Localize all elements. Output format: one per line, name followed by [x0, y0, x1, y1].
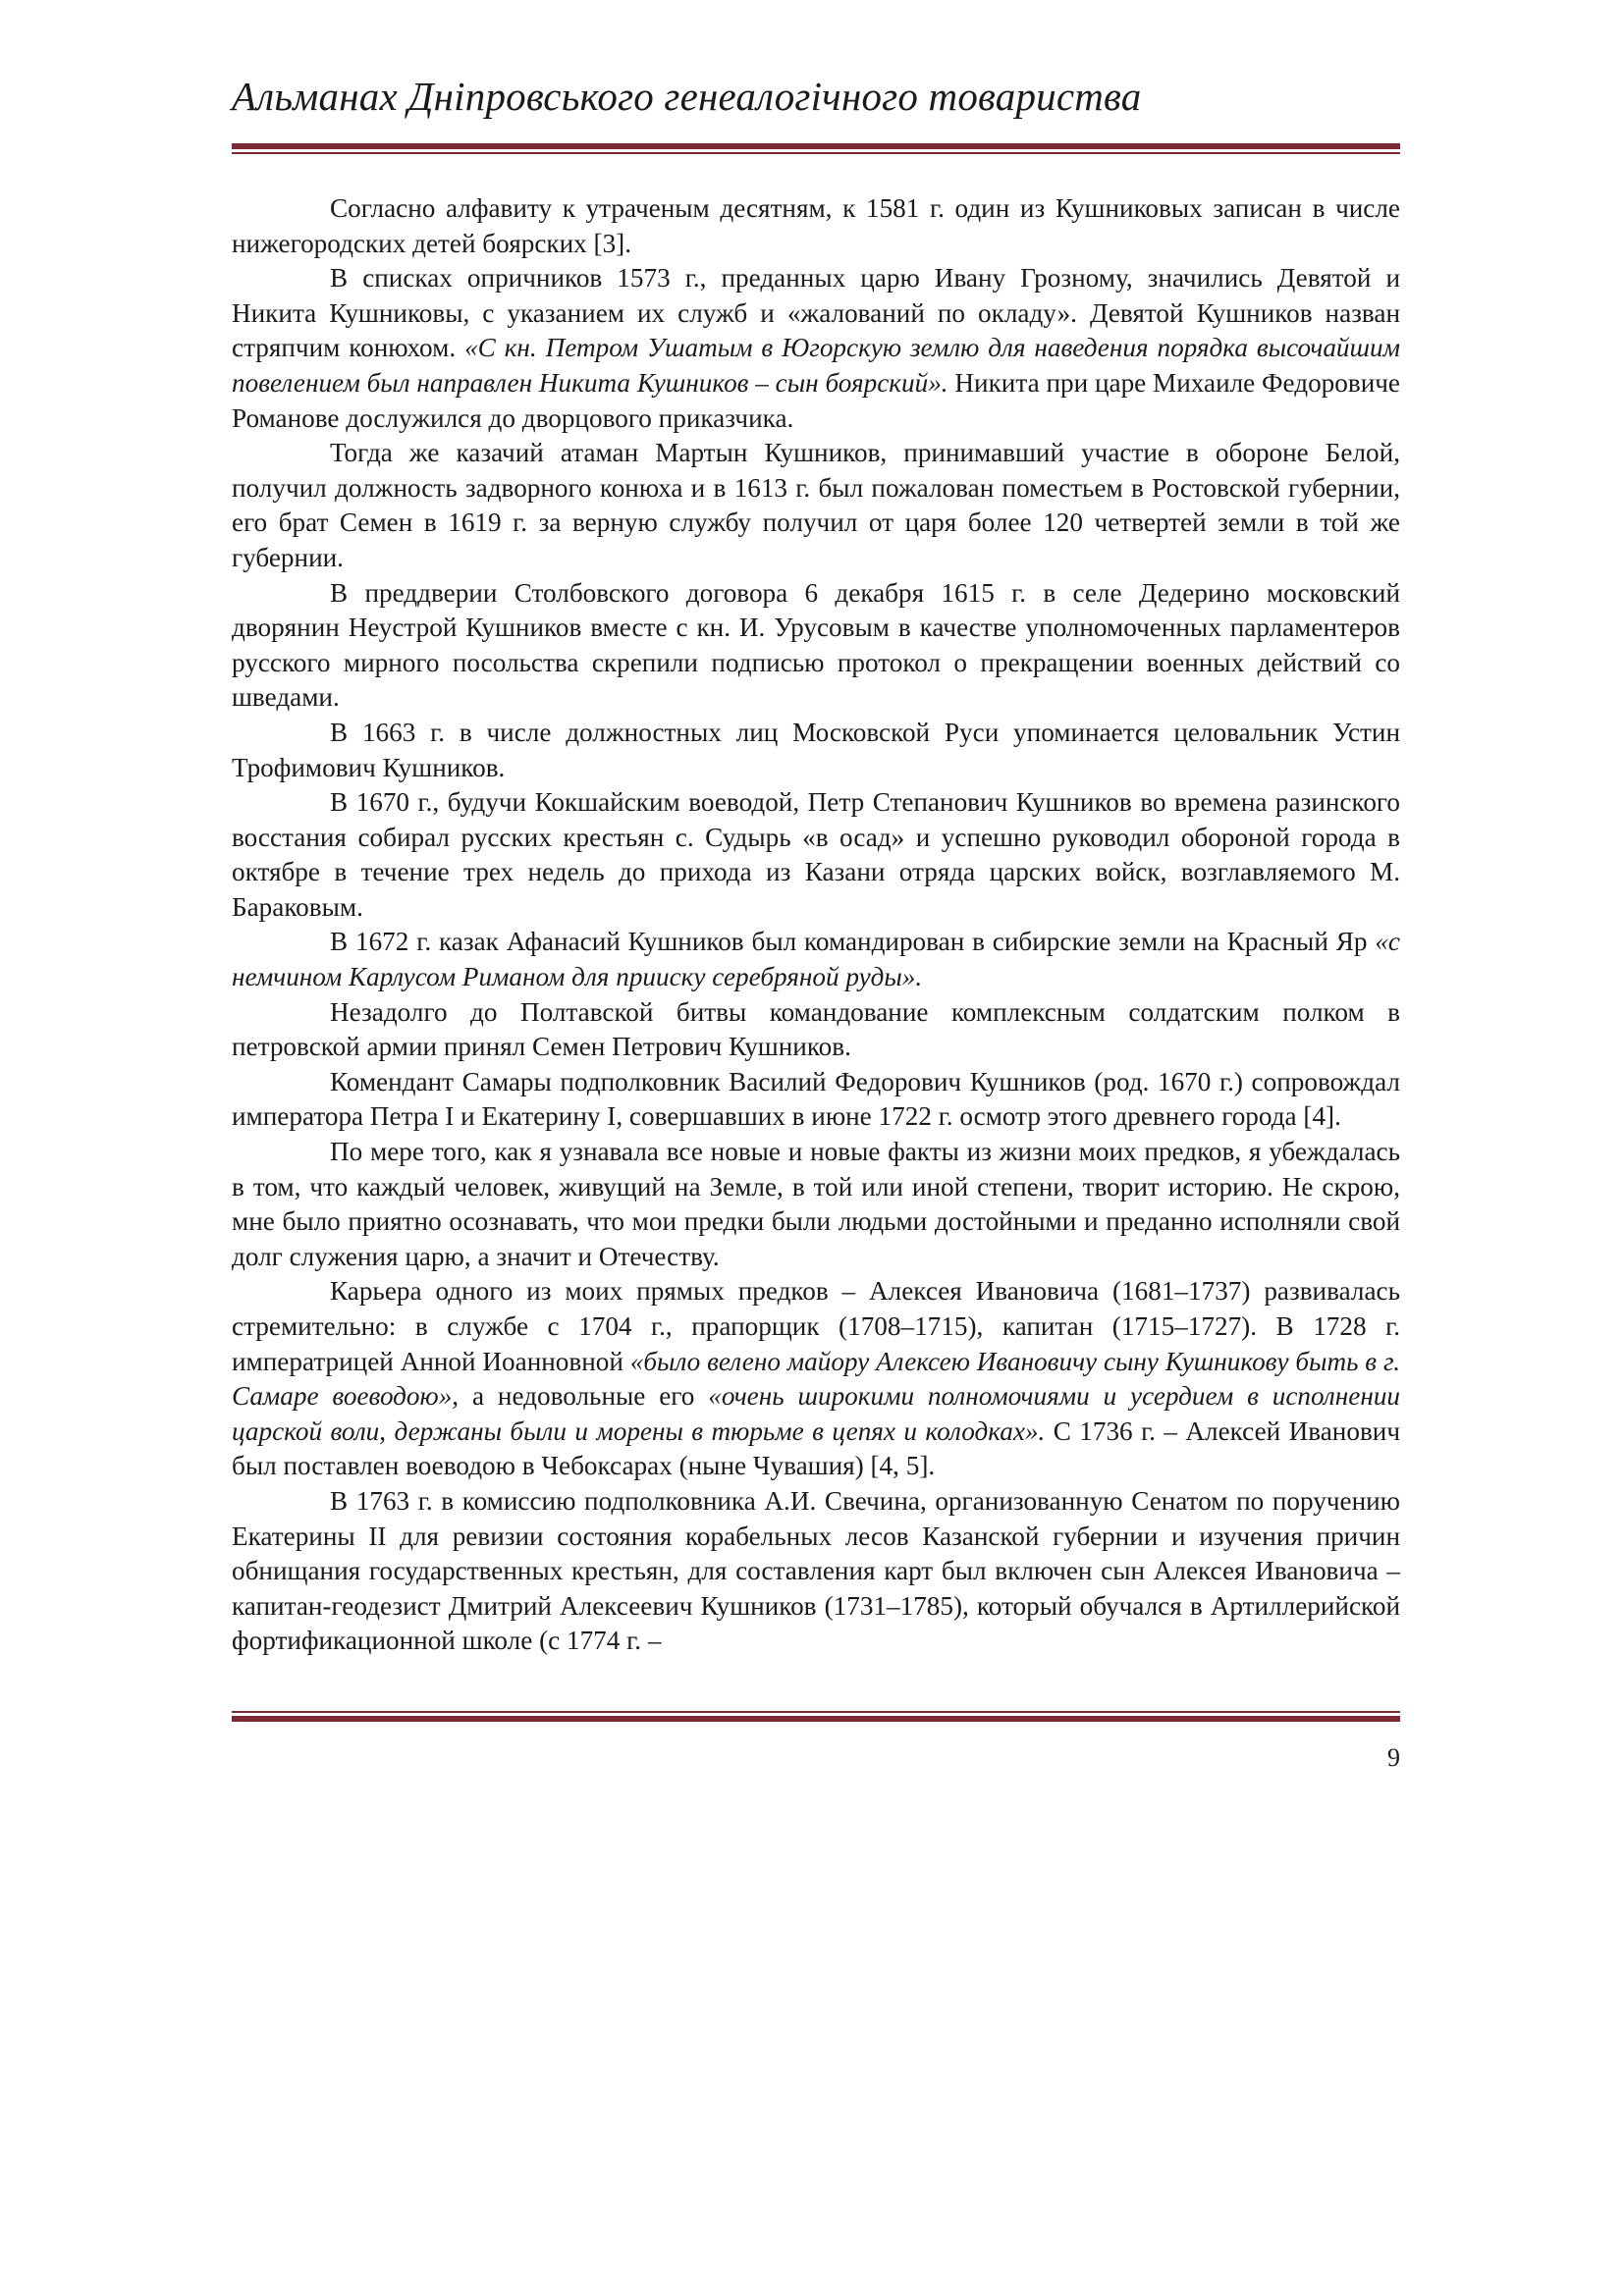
paragraph-text: В 1763 г. в комиссию подполковника А.И. Свечина, организованную Сенатом по поручению Екатерины II для ревизии состояния корабельных лесов Казанской губернии и изучения причин обнищания государственных крестьян, для составления карт был включен сын Алексея Ивановича – капитан-геодезист Дмитрий Алексеевич Кушников (1731–1785), который обучался в Артиллерийской фортификационной школе (с 1774 г. –	[232, 1485, 1400, 1656]
footer-rule	[232, 1711, 1400, 1722]
paragraph-text: В 1670 г., будучи Кокшайским воеводой, Петр Степанович Кушников во времена разинского восстания собирал русских крестьян с. Судырь «в осад» и успешно руководил обороной города в октябре в течение трех недель до прихода из Казани отряда царских войск, возглавляемого М. Бараковым.	[232, 787, 1400, 922]
article-body	[232, 191, 1400, 1659]
paragraph-text: Карьера одного из моих прямых предков – Алексея Ивановича (1681–1737) развивалась стремительно: в службе с 1704 г., прапорщик (1708–1715), капитан (1715–1727). В 1728 г. императрицей Анной Иоанновной	[232, 1276, 1400, 1376]
quoted-text: «С кн. Петром Ушатым в Югорскую землю для наведения порядка высочайшим повелением был направлен Никита Кушников – сын боярский».	[232, 333, 1400, 398]
paragraph	[232, 576, 1400, 716]
header-rule	[232, 143, 1400, 154]
paragraph-text: В 1663 г. в числе должностных лиц Московской Руси упоминается целовальник Устин Трофимович Кушников.	[232, 717, 1400, 782]
paragraph-text: Тогда же казачий атаман Мартын Кушников, принимавший участие в обороне Белой, получил должность задворного конюха и в 1613 г. был пожалован поместьем в Ростовской губернии, его брат Семен в 1619 г. за верную службу получил от царя более 120 четвертей земли в той же губернии.	[232, 438, 1400, 572]
paragraph-text: В преддверии Столбовского договора 6 декабря 1615 г. в селе Дедерино московский дворянин Неустрой Кушников вместе с кн. И. Урусовым в качестве уполномоченных парламентеров русского мирного посольства скрепили подписью протокол о прекращении военных действий со шведами.	[232, 577, 1400, 713]
paragraph	[232, 1135, 1400, 1274]
running-header: Альманах Дніпровського генеалогічного товариства	[232, 74, 1142, 119]
quoted-text: «очень широкими полномочиями и усердием в исполнении царской воли, держаны были и морены в тюрьме в цепях и колодках».	[232, 1381, 1401, 1446]
paragraph	[232, 191, 1400, 261]
quoted-text: «с немчином Карлусом Риманом для прииску серебряной руды».	[232, 927, 1400, 992]
page-number: 9	[1387, 1743, 1400, 1772]
paragraph-text: По мере того, как я узнавала все новые и новые факты из жизни моих предков, я убеждалась в том, что каждый человек, живущий на Земле, в той или иной степени, творит историю. Не скрою, мне было приятно осознавать, что мои предки были людьми достойными и преданно исполняли свой долг служения царю, а значит и Отечеству.	[232, 1137, 1400, 1271]
quoted-text: «было велено майору Алексею Ивановичу сыну Кушникову быть в г. Самаре воеводою»	[232, 1346, 1400, 1412]
paragraph	[232, 925, 1400, 994]
paragraph	[232, 1065, 1400, 1135]
paragraph	[232, 261, 1400, 436]
paragraph-text: , а недовольные его	[452, 1381, 709, 1412]
paragraph-text: Незадолго до Полтавской битвы командование комплексным солдатским полком в петровской армии принял Семен Петрович Кушников.	[232, 996, 1400, 1062]
paragraph	[232, 1484, 1400, 1659]
paragraph-text: Согласно алфавиту к утраченым десятням, к 1581 г. один из Кушниковых записан в числе нижегородских детей боярских [3].	[232, 193, 1400, 258]
paragraph-text: В 1672 г. казак Афанасий Кушников был командирован в сибирские земли на Красный Яр	[330, 927, 1376, 957]
paragraph	[232, 995, 1400, 1065]
paragraph-text: С 1736 г. – Алексей Иванович был поставлен воеводою в Чебоксарах (ныне Чувашия) [4, 5].	[232, 1415, 1400, 1481]
paragraph	[232, 1274, 1400, 1484]
paragraph	[232, 436, 1400, 575]
paragraph-text: В списках опричников 1573 г., преданных царю Ивану Грозному, значились Девятой и Никита Кушниковы, с указанием их служб и «жалований по окладу». Девятой Кушников назван стряпчим конюхом.	[232, 263, 1400, 363]
paragraph	[232, 785, 1400, 925]
paragraph-text: Комендант Самары подполковник Василий Федорович Кушников (род. 1670 г.) сопровождал императора Петра I и Екатерину I, совершавших в июне 1722 г. осмотр этого древнего города [4].	[232, 1066, 1400, 1132]
paragraph	[232, 716, 1400, 785]
paragraph-text: Никита при царе Михаиле Федоровиче Романове дослужился до дворцового приказчика.	[232, 367, 1400, 433]
